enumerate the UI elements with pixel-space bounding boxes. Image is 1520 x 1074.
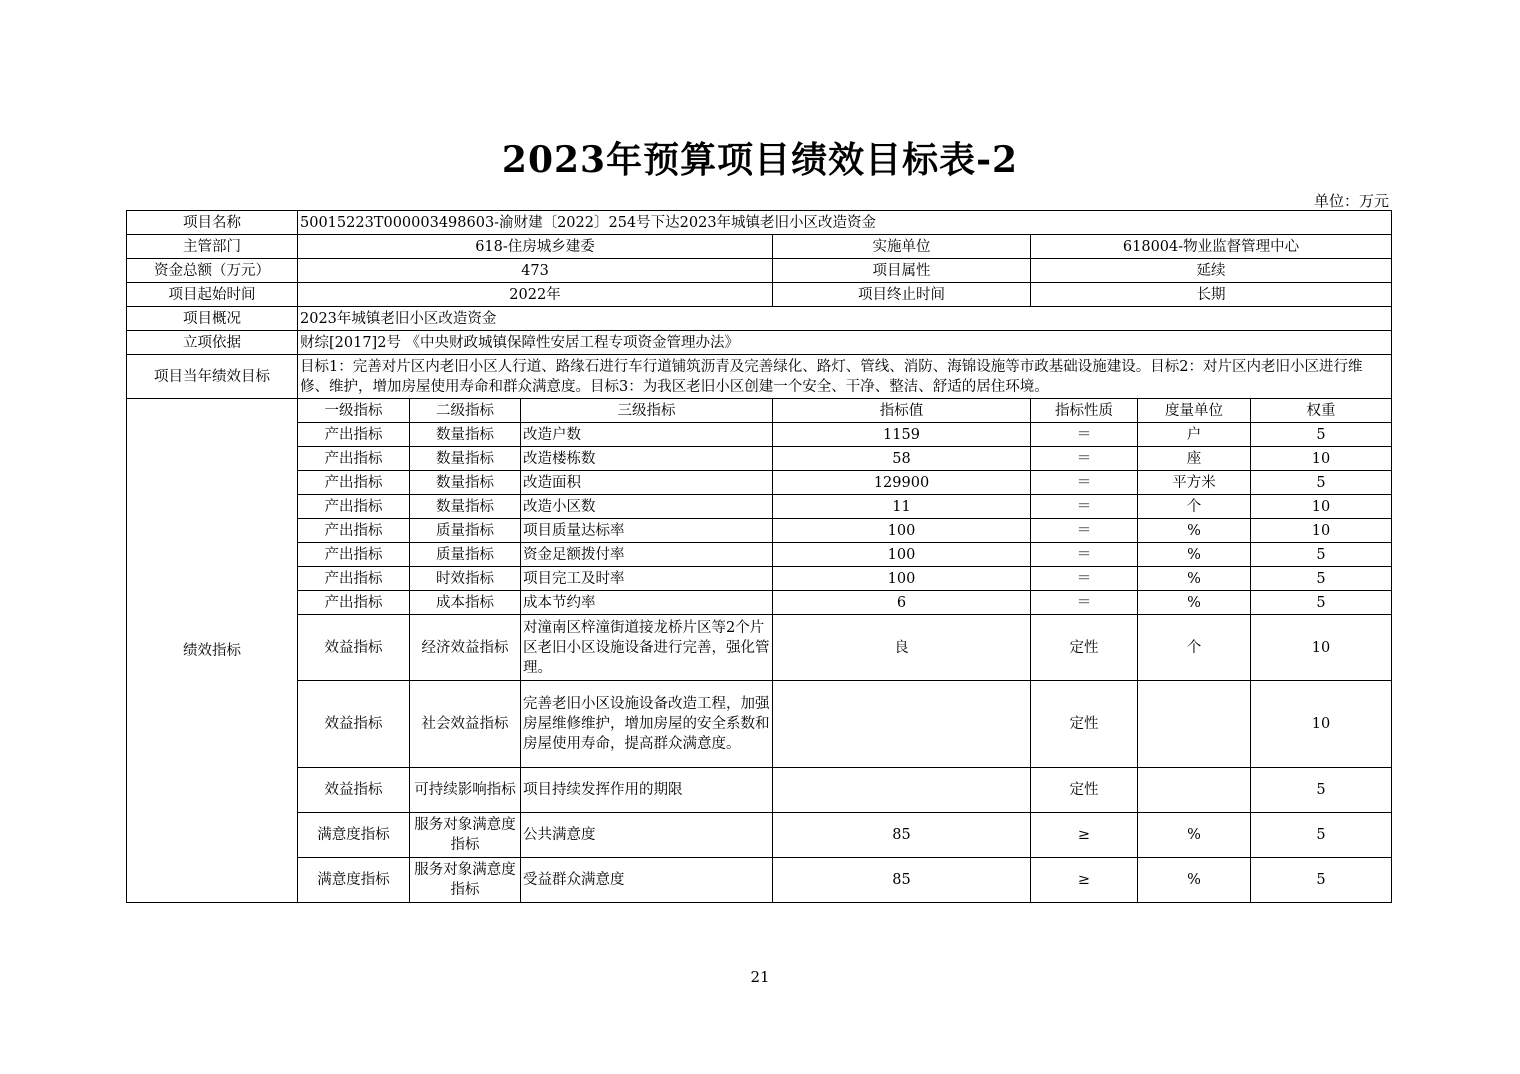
value-cell: 618-住房城乡建委 [298, 235, 773, 259]
cell-weight: 5 [1251, 471, 1392, 495]
cell-indicator-value: 58 [773, 447, 1031, 471]
cell-weight: 5 [1251, 567, 1392, 591]
cell-third-level: 资金足额拨付率 [521, 543, 773, 567]
cell-weight: 5 [1251, 768, 1392, 813]
header-measure-unit: 度量单位 [1138, 399, 1251, 423]
cell-indicator-nature: ＝ [1031, 495, 1138, 519]
table-row [127, 519, 1392, 543]
label-cell: 项目名称 [127, 211, 298, 235]
cell-indicator-nature: ＝ [1031, 423, 1138, 447]
table-row [127, 858, 1392, 903]
cell-first-level: 效益指标 [298, 681, 410, 768]
cell-indicator-nature: ＝ [1031, 567, 1138, 591]
cell-second-level: 数量指标 [410, 447, 521, 471]
cell-indicator-value: 良 [773, 615, 1031, 681]
cell-indicator-value [773, 768, 1031, 813]
table-row [127, 681, 1392, 768]
cell-indicator-nature: 定性 [1031, 681, 1138, 768]
cell-third-level: 对潼南区梓潼街道接龙桥片区等2个片区老旧小区设施设备进行完善，强化管理。 [521, 615, 773, 681]
cell-indicator-value: 11 [773, 495, 1031, 519]
page-title: 2023年预算项目绩效目标表-2 [501, 139, 1019, 181]
cell-third-level: 项目持续发挥作用的期限 [521, 768, 773, 813]
cell-weight: 10 [1251, 495, 1392, 519]
cell-second-level: 服务对象满意度指标 [410, 813, 521, 858]
cell-third-level: 改造户数 [521, 423, 773, 447]
cell-second-level: 成本指标 [410, 591, 521, 615]
row-overview [127, 307, 1392, 331]
cell-weight: 10 [1251, 519, 1392, 543]
cell-indicator-value: 6 [773, 591, 1031, 615]
cell-third-level: 改造面积 [521, 471, 773, 495]
table-row [127, 591, 1392, 615]
cell-indicator-nature: ＝ [1031, 471, 1138, 495]
header-indicator-value: 指标值 [773, 399, 1031, 423]
header-third-level: 三级指标 [521, 399, 773, 423]
value-cell: 2022年 [298, 283, 773, 307]
value-cell: 目标1：完善对片区内老旧小区人行道、路缘石进行车行道铺筑沥青及完善绿化、路灯、管线、消防、海锦设施等市政基础设施建设。目标2：对片区内老旧小区进行维修、维护，增加房屋使用寿命和群众满意度。目标3：为我区老旧小区创建一个安全、干净、整洁、舒适的居住环境。 [298, 355, 1392, 399]
cell-third-level: 受益群众满意度 [521, 858, 773, 903]
value-cell: 618004-物业监督管理中心 [1031, 235, 1392, 259]
cell-weight: 10 [1251, 681, 1392, 768]
row-time [127, 283, 1392, 307]
table-row [127, 447, 1392, 471]
cell-measure-unit: 座 [1138, 447, 1251, 471]
cell-measure-unit: 户 [1138, 423, 1251, 447]
cell-second-level: 质量指标 [410, 543, 521, 567]
cell-measure-unit: 个 [1138, 495, 1251, 519]
cell-first-level: 效益指标 [298, 615, 410, 681]
cell-first-level: 产出指标 [298, 471, 410, 495]
cell-measure-unit: 个 [1138, 615, 1251, 681]
table-row [127, 471, 1392, 495]
cell-indicator-value: 100 [773, 543, 1031, 567]
cell-measure-unit: % [1138, 567, 1251, 591]
label-cell: 项目属性 [773, 259, 1031, 283]
header-second-level: 二级指标 [410, 399, 521, 423]
table-row [127, 768, 1392, 813]
cell-indicator-value: 85 [773, 813, 1031, 858]
cell-indicator-nature: ＝ [1031, 543, 1138, 567]
cell-indicator-value [773, 681, 1031, 768]
cell-first-level: 产出指标 [298, 423, 410, 447]
header-first-level: 一级指标 [298, 399, 410, 423]
cell-first-level: 效益指标 [298, 768, 410, 813]
value-cell: 473 [298, 259, 773, 283]
header-indicator-nature: 指标性质 [1031, 399, 1138, 423]
page-number: 21 [750, 968, 770, 986]
table-row [127, 615, 1392, 681]
cell-second-level: 社会效益指标 [410, 681, 521, 768]
value-cell: 延续 [1031, 259, 1392, 283]
cell-second-level: 可持续影响指标 [410, 768, 521, 813]
label-cell: 项目起始时间 [127, 283, 298, 307]
cell-first-level: 产出指标 [298, 567, 410, 591]
label-cell: 项目终止时间 [773, 283, 1031, 307]
cell-indicator-value: 100 [773, 567, 1031, 591]
cell-first-level: 产出指标 [298, 519, 410, 543]
cell-indicator-nature: ≥ [1031, 858, 1138, 903]
cell-third-level: 改造楼栋数 [521, 447, 773, 471]
cell-indicator-nature: ＝ [1031, 591, 1138, 615]
table-row [127, 543, 1392, 567]
cell-weight: 5 [1251, 423, 1392, 447]
cell-third-level: 项目质量达标率 [521, 519, 773, 543]
cell-first-level: 满意度指标 [298, 858, 410, 903]
cell-measure-unit: % [1138, 591, 1251, 615]
cell-measure-unit [1138, 681, 1251, 768]
cell-third-level: 项目完工及时率 [521, 567, 773, 591]
table-row [127, 813, 1392, 858]
cell-indicator-nature: 定性 [1031, 768, 1138, 813]
cell-third-level: 成本节约率 [521, 591, 773, 615]
label-cell: 实施单位 [773, 235, 1031, 259]
cell-measure-unit [1138, 768, 1251, 813]
cell-second-level: 质量指标 [410, 519, 521, 543]
cell-second-level: 数量指标 [410, 423, 521, 447]
cell-indicator-value: 85 [773, 858, 1031, 903]
cell-weight: 5 [1251, 813, 1392, 858]
value-cell: 50015223T000003498603-渝财建〔2022〕254号下达2023年城镇老旧小区改造资金 [298, 211, 1392, 235]
cell-first-level: 产出指标 [298, 543, 410, 567]
performance-table [126, 210, 1392, 903]
label-cell: 资金总额（万元） [127, 259, 298, 283]
cell-measure-unit: 平方米 [1138, 471, 1251, 495]
row-amount [127, 259, 1392, 283]
cell-weight: 5 [1251, 543, 1392, 567]
cell-first-level: 产出指标 [298, 447, 410, 471]
row-goal [127, 355, 1392, 399]
cell-indicator-nature: ＝ [1031, 519, 1138, 543]
cell-first-level: 满意度指标 [298, 813, 410, 858]
perf-label-cell: 绩效指标 [127, 399, 298, 903]
cell-measure-unit: % [1138, 813, 1251, 858]
cell-indicator-value: 100 [773, 519, 1031, 543]
perf-header-row [127, 399, 1392, 423]
table-row [127, 423, 1392, 447]
label-cell: 项目概况 [127, 307, 298, 331]
label-cell: 项目当年绩效目标 [127, 355, 298, 399]
cell-third-level: 公共满意度 [521, 813, 773, 858]
label-cell: 立项依据 [127, 331, 298, 355]
cell-indicator-nature: 定性 [1031, 615, 1138, 681]
table-row [127, 495, 1392, 519]
cell-weight: 5 [1251, 858, 1392, 903]
cell-second-level: 数量指标 [410, 495, 521, 519]
cell-measure-unit: % [1138, 543, 1251, 567]
value-cell: 2023年城镇老旧小区改造资金 [298, 307, 1392, 331]
cell-indicator-value: 1159 [773, 423, 1031, 447]
cell-second-level: 服务对象满意度指标 [410, 858, 521, 903]
header-weight: 权重 [1251, 399, 1392, 423]
cell-second-level: 数量指标 [410, 471, 521, 495]
row-basis [127, 331, 1392, 355]
row-dept [127, 235, 1392, 259]
cell-first-level: 产出指标 [298, 591, 410, 615]
cell-weight: 10 [1251, 615, 1392, 681]
table-row [127, 567, 1392, 591]
unit-label: 单位：万元 [1313, 192, 1389, 210]
value-cell: 长期 [1031, 283, 1392, 307]
cell-third-level: 完善老旧小区设施设备改造工程，加强房屋维修维护，增加房屋的安全系数和房屋使用寿命，提高群众满意度。 [521, 681, 773, 768]
row-project-name [127, 211, 1392, 235]
cell-weight: 5 [1251, 591, 1392, 615]
value-cell: 财综[2017]2号 《中央财政城镇保障性安居工程专项资金管理办法》 [298, 331, 1392, 355]
cell-first-level: 产出指标 [298, 495, 410, 519]
label-cell: 主管部门 [127, 235, 298, 259]
cell-second-level: 时效指标 [410, 567, 521, 591]
cell-weight: 10 [1251, 447, 1392, 471]
cell-measure-unit: % [1138, 519, 1251, 543]
cell-indicator-value: 129900 [773, 471, 1031, 495]
cell-indicator-nature: ≥ [1031, 813, 1138, 858]
cell-indicator-nature: ＝ [1031, 447, 1138, 471]
cell-third-level: 改造小区数 [521, 495, 773, 519]
cell-measure-unit: % [1138, 858, 1251, 903]
cell-second-level: 经济效益指标 [410, 615, 521, 681]
